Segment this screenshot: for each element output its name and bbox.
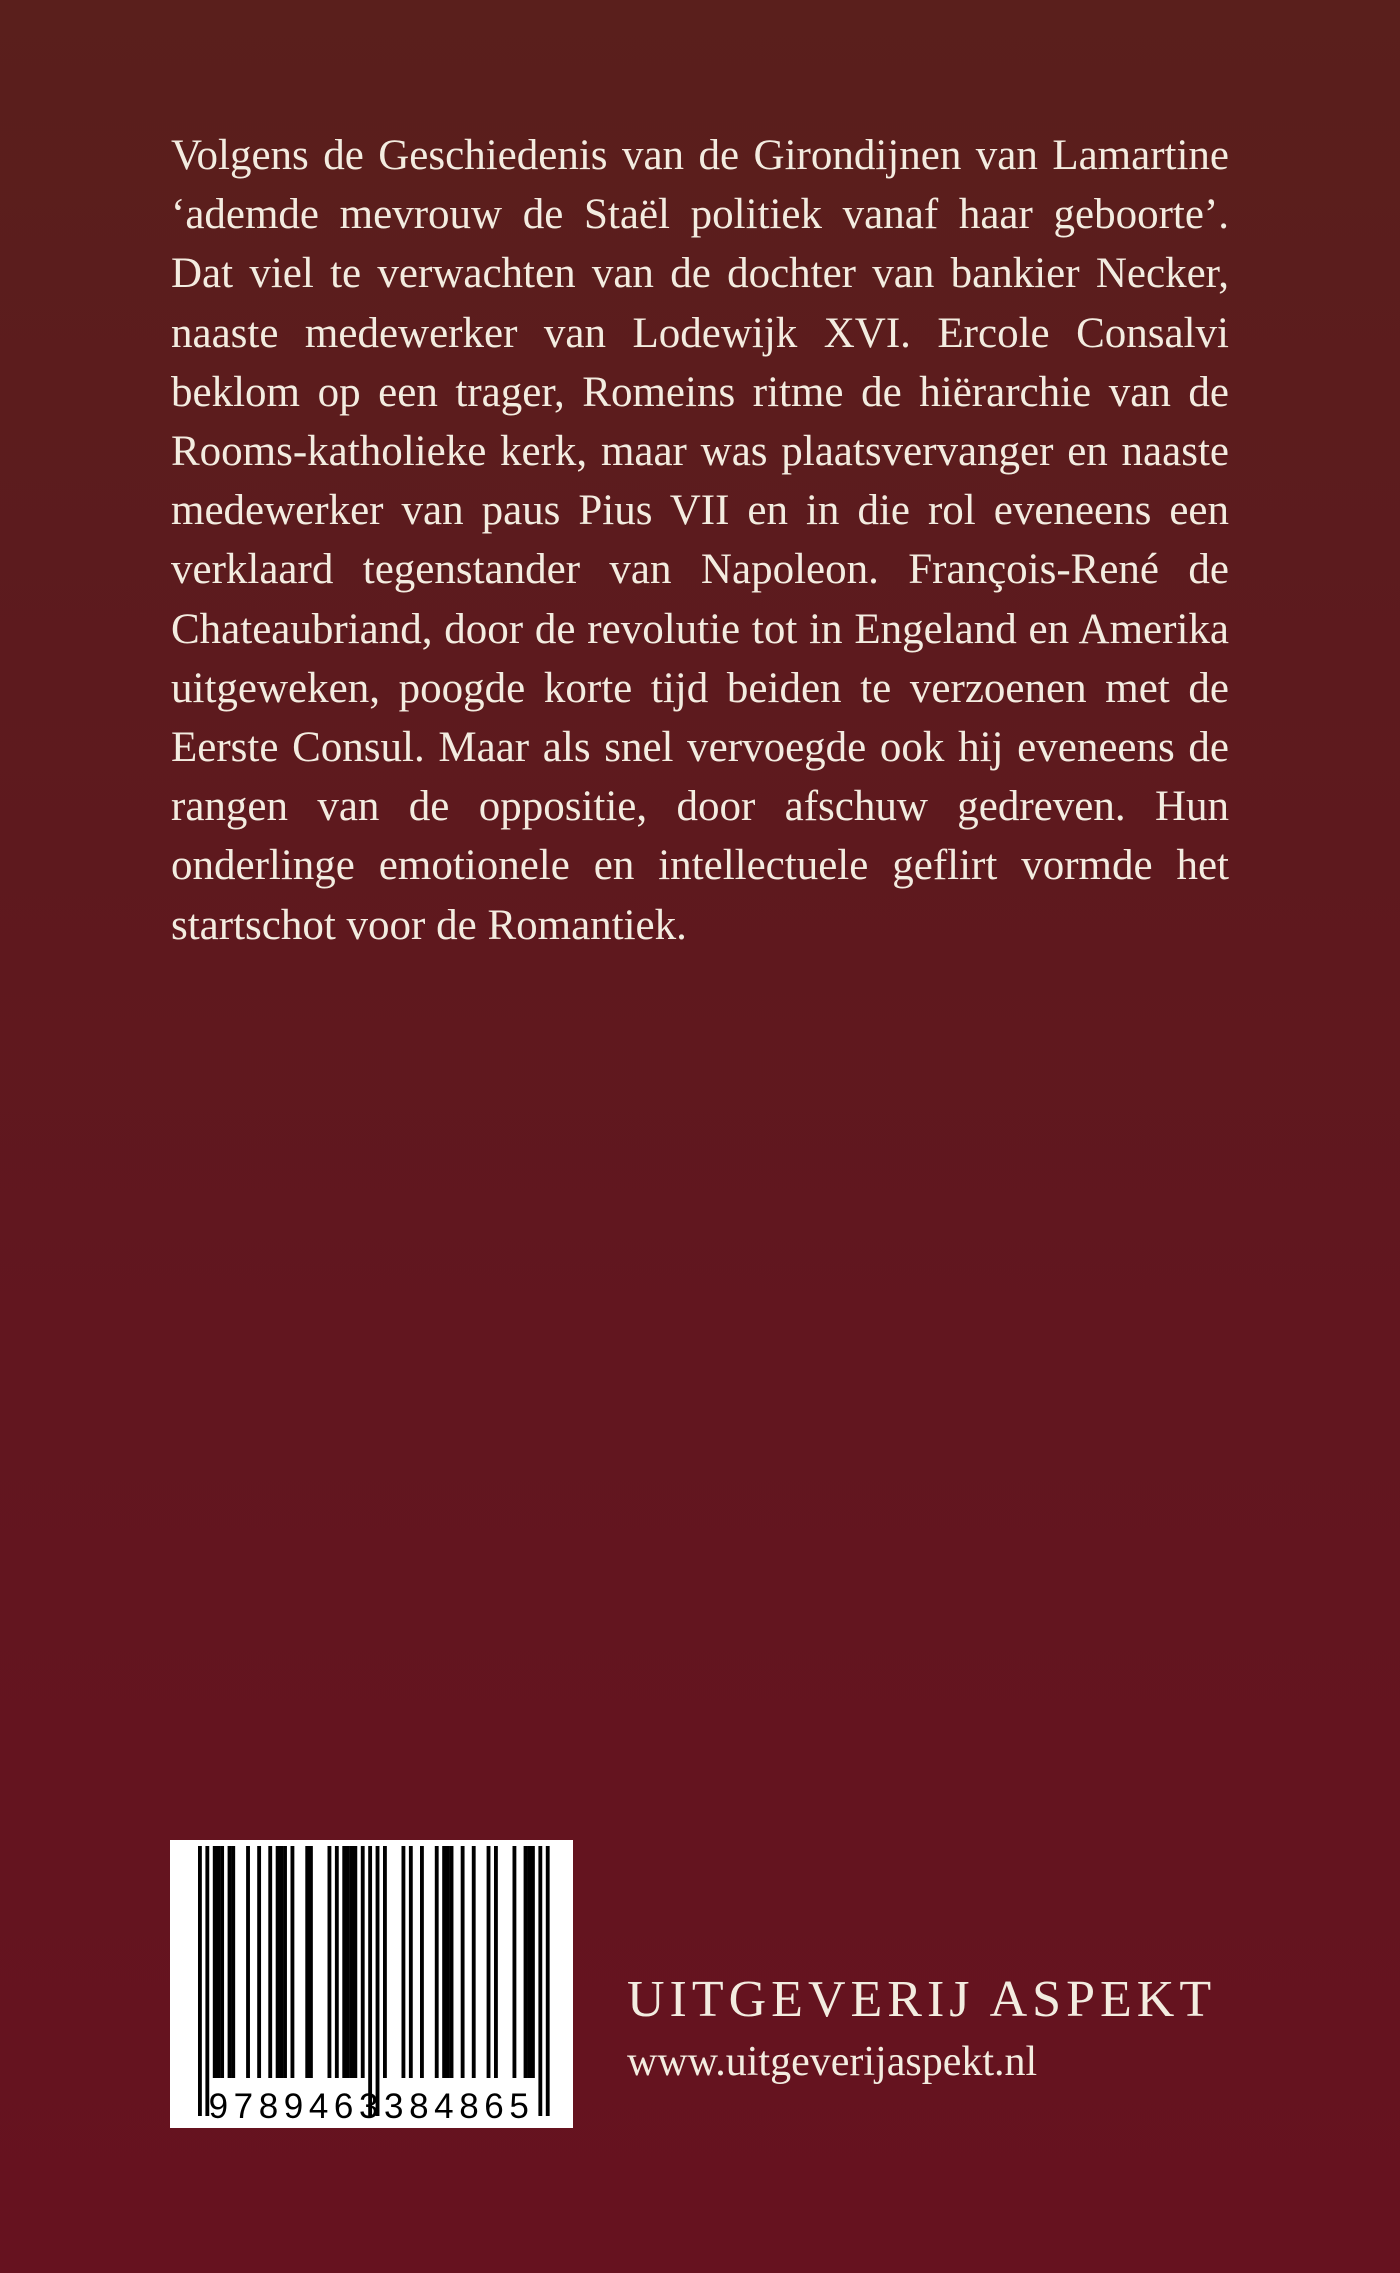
barcode-bar — [268, 1846, 272, 2078]
barcode-bar — [494, 1846, 498, 2078]
barcode-bar — [213, 1846, 217, 2078]
barcode-bar — [205, 1846, 209, 2116]
barcode-bar — [513, 1846, 517, 2078]
barcode-bar — [309, 1846, 313, 2078]
barcode-bar — [531, 1846, 535, 2078]
barcode-bar — [305, 1846, 309, 2078]
barcode-bars — [170, 1840, 573, 2128]
publisher-website: www.uitgeverijaspekt.nl — [627, 2039, 1038, 2085]
barcode-bar — [257, 1846, 261, 2078]
barcode-bar — [383, 1846, 387, 2078]
barcode-bar — [328, 1846, 332, 2078]
barcode-bar — [346, 1846, 350, 2078]
isbn-number: 9789463384865 — [208, 2087, 535, 2126]
barcode-bar — [228, 1846, 232, 2078]
barcode-bar — [361, 1846, 365, 2078]
barcode-bar — [291, 1846, 295, 2078]
barcode-bar — [276, 1846, 280, 2078]
barcode-bar — [435, 1846, 439, 2078]
barcode-bar — [420, 1846, 424, 2078]
barcode-bar — [546, 1846, 550, 2116]
barcode-bar — [487, 1846, 491, 2078]
barcode-bar — [446, 1846, 450, 2078]
barcode-bar — [335, 1846, 339, 2078]
barcode-bar — [472, 1846, 476, 2078]
barcode-bar — [350, 1846, 354, 2078]
barcode-bar — [246, 1846, 250, 2078]
barcode-bar — [527, 1846, 531, 2078]
barcode-bar — [376, 1846, 380, 2116]
isbn-barcode — [170, 1840, 573, 2128]
barcode-bar — [283, 1846, 287, 2078]
barcode-bar — [231, 1846, 235, 2078]
barcode-bar — [524, 1846, 528, 2078]
barcode-bar — [198, 1846, 202, 2116]
barcode-bar — [442, 1846, 446, 2078]
barcode-bar — [538, 1846, 542, 2116]
barcode-bar — [220, 1846, 224, 2078]
back-cover-blurb: Volgens de Geschiedenis van de Girondijnen van Lamartine ‘ademde mevrouw de Staël politiek vanaf haar geboorte’. Dat viel te verwachten van de dochter van bankier Necker, naaste medewerker van Lodewijk XVI. Ercole Consalvi beklom op een trager, Romeins ritme de hiërarchie van de Rooms-katholieke kerk, maar was plaatsvervanger en naaste medewerker van paus Pius VII en in die rol eveneens een verklaard tegenstander van Napoleon. François-René de Chateaubriand, door de revolutie tot in Engeland en Amerika uitgeweken, poogde korte tijd beiden te verzoenen met de Eerste Consul. Maar als snel vervoegde ook hij eveneens de rangen van de oppositie, door afschuw gedreven. Hun onderlinge emotionele en intellectuele geflirt vormde het startschot voor de Romantiek. — [171, 132, 1229, 949]
barcode-bar — [461, 1846, 465, 2078]
barcode-bar — [279, 1846, 283, 2078]
barcode-bar — [217, 1846, 221, 2078]
barcode-bar — [353, 1846, 357, 2078]
barcode-bar — [450, 1846, 454, 2078]
barcode-bar — [402, 1846, 406, 2078]
barcode-bar — [368, 1846, 372, 2116]
publisher-name: UITGEVERIJ ASPEKT — [627, 1971, 1217, 2028]
barcode-bar — [342, 1846, 346, 2078]
barcode-bar — [409, 1846, 413, 2078]
